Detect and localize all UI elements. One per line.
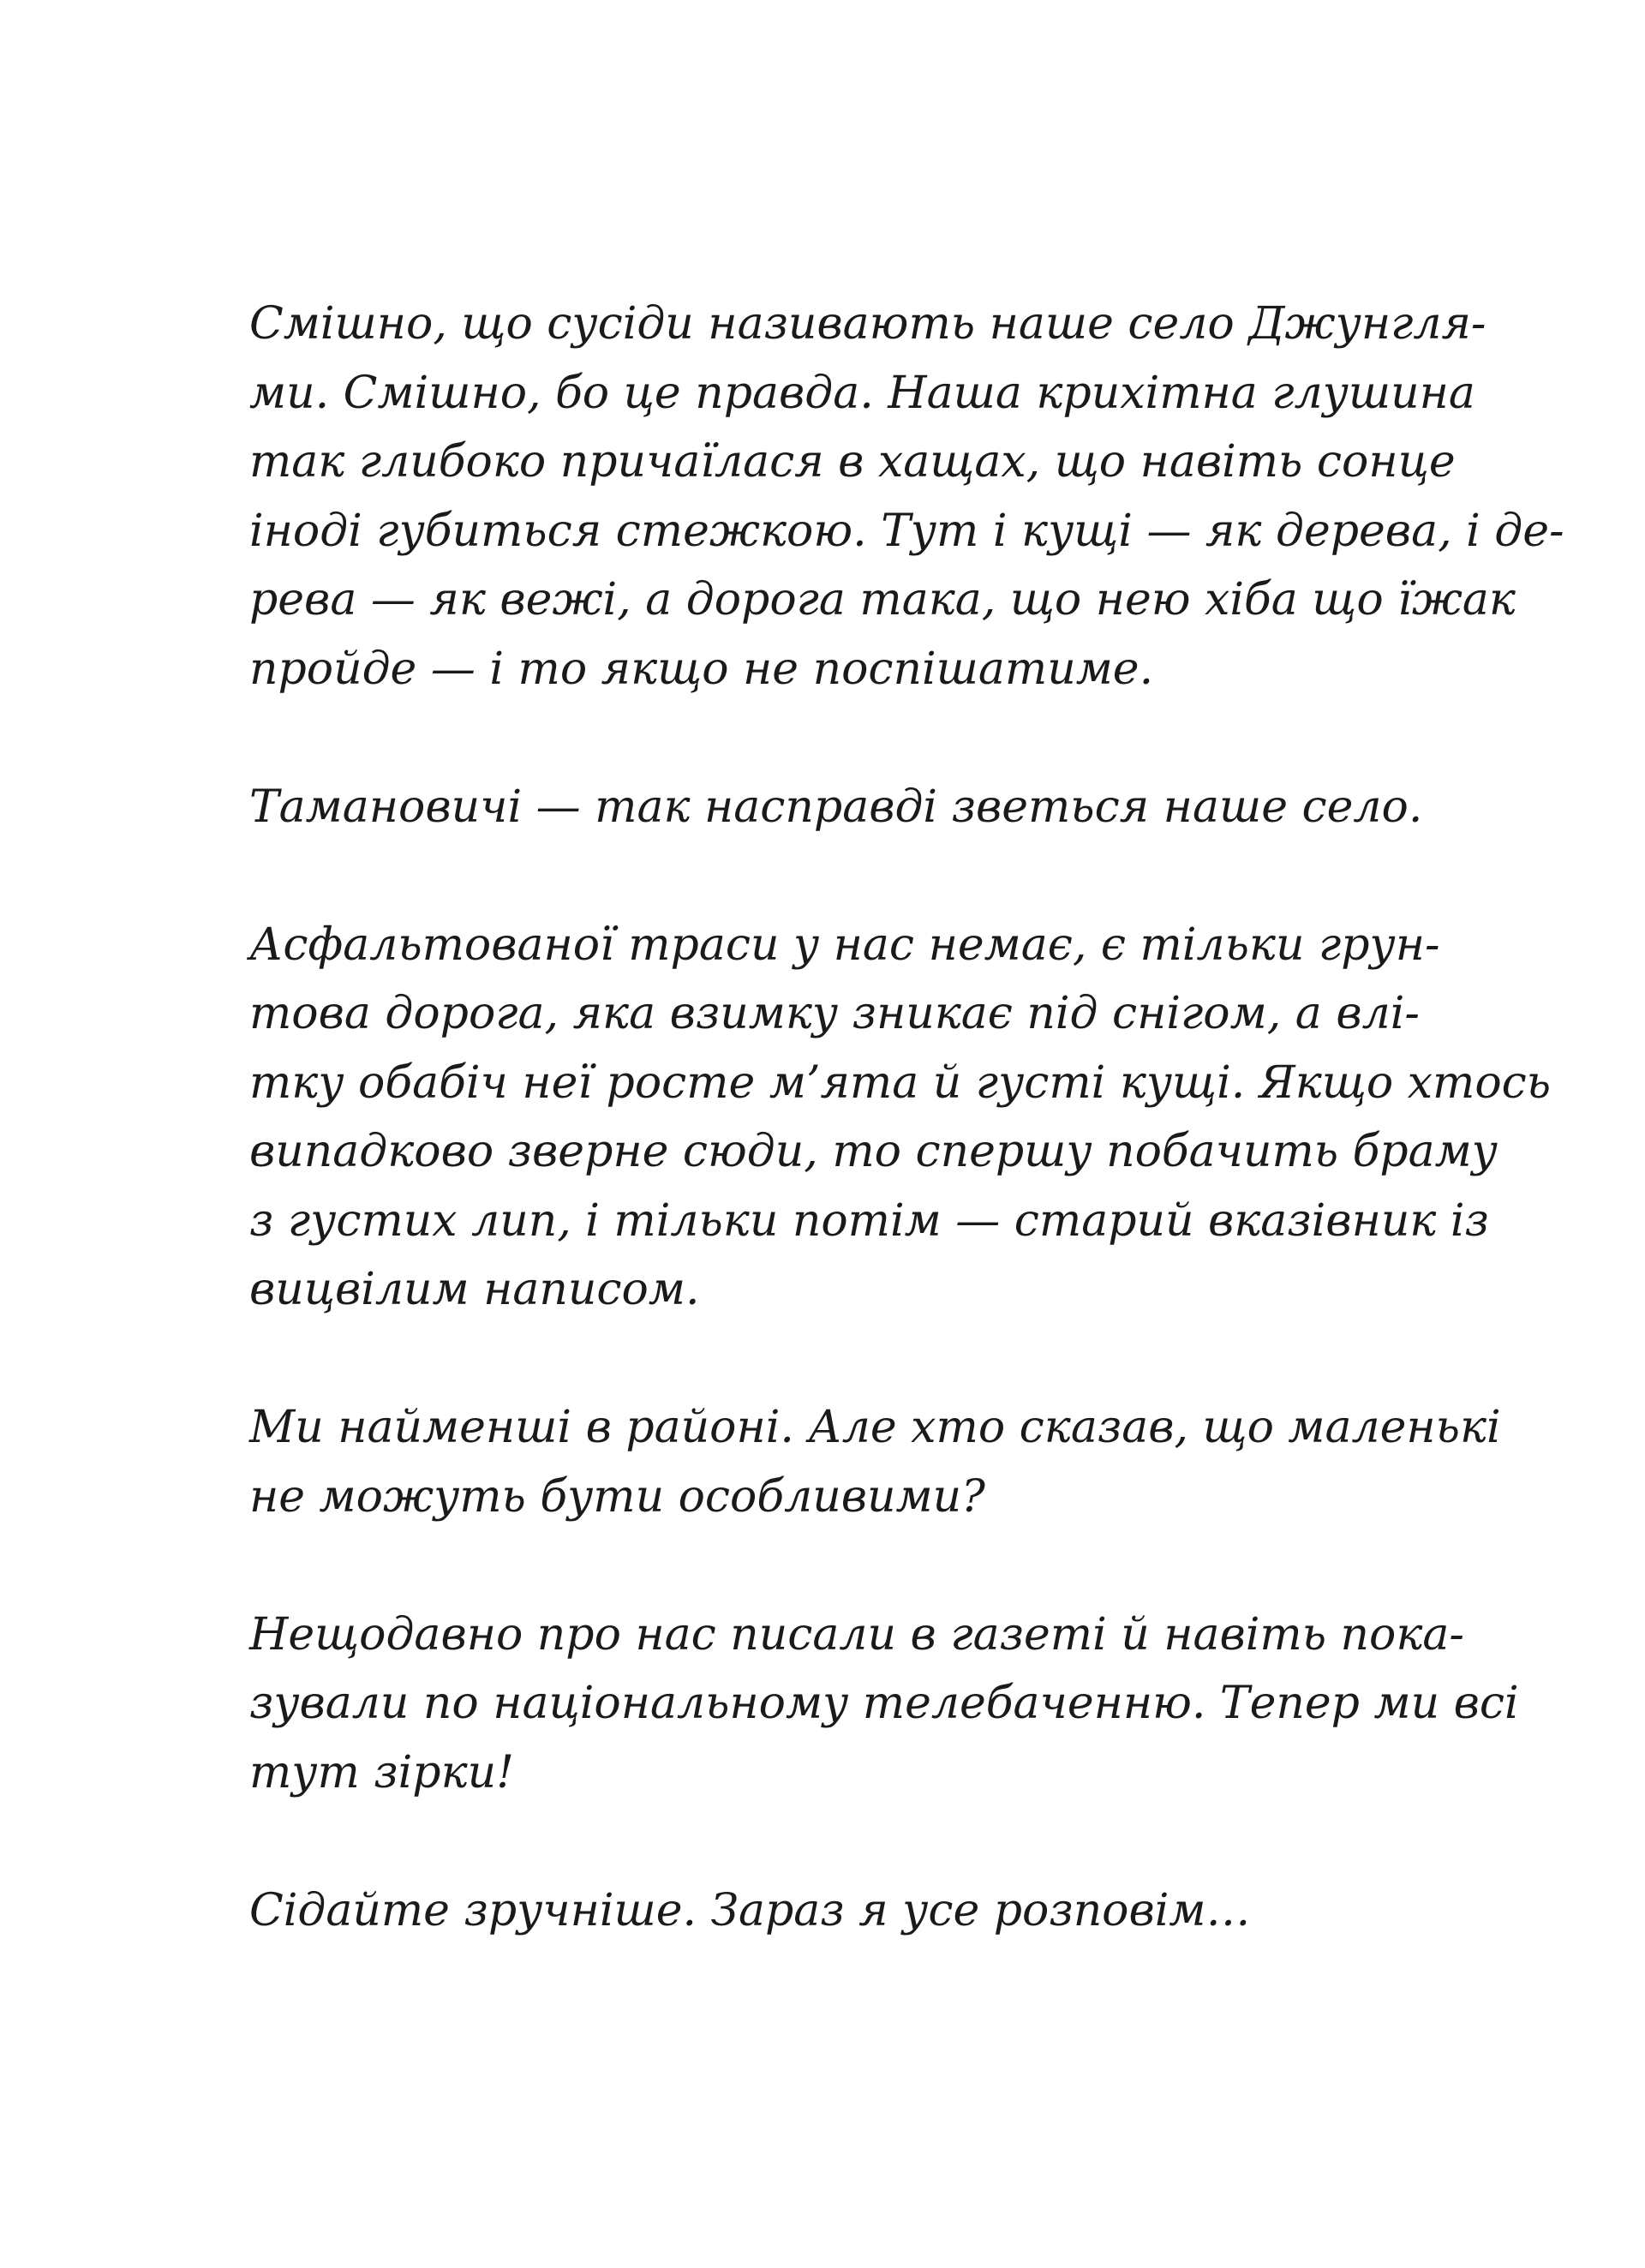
- text-line: Нещодавно про нас писали в газеті й навіть пока-: [249, 1608, 1464, 1661]
- text-line: пройде — і то якщо не поспішатиме.: [249, 643, 1154, 695]
- text-line: тут зірки!: [249, 1746, 515, 1798]
- text-line: з густих лип, і тільки потім — старий вказівник із: [249, 1194, 1489, 1247]
- text-line: випадково зверне сюди, то спершу побачить браму: [249, 1126, 1498, 1177]
- text-line: Тамановичі — так насправді зветься наше село.: [249, 781, 1423, 833]
- text-line: іноді губиться стежкою. Тут і кущі — як дерева, і де-: [249, 505, 1564, 557]
- text-line: това дорога, яка взимку зникає під снігом, а влі-: [249, 988, 1420, 1039]
- text-line: Смішно, що сусіди називають наше село Джунгля-: [249, 298, 1486, 350]
- text-line: рева — як вежі, а дорога така, що нею хіба що їжак: [249, 574, 1516, 625]
- text-line: Ми найменші в районі. Але хто сказав, що маленькі: [249, 1402, 1501, 1453]
- text-line: тку обабіч неї росте м’ята й густі кущі. Якщо хтось: [249, 1056, 1552, 1109]
- paragraph-6: [249, 1876, 1449, 1946]
- text-line: ми. Смішно, бо це правда. Наша крихітна глушина: [249, 367, 1475, 419]
- paragraph-3: [249, 911, 1552, 1325]
- text-line: так глибоко причаїлася в хащах, що навіть сонце: [249, 436, 1456, 488]
- paragraph-4: [249, 1393, 1501, 1531]
- paragraph-2: [249, 773, 1449, 842]
- text-line: Асфальтованої траси у нас немає, є тільки грун-: [249, 919, 1440, 971]
- text-line: зували по національному телебаченню. Тепер ми всі: [249, 1678, 1519, 1729]
- paragraph-5: [249, 1601, 1519, 1808]
- text-line: вицвілим написом.: [249, 1264, 700, 1315]
- text-line: Сідайте зручніше. Зараз я усе розповім…: [249, 1884, 1251, 1936]
- body-text: [249, 290, 1564, 2014]
- text-line: не можуть бути особливими?: [249, 1470, 985, 1523]
- paragraph-1: [249, 290, 1564, 703]
